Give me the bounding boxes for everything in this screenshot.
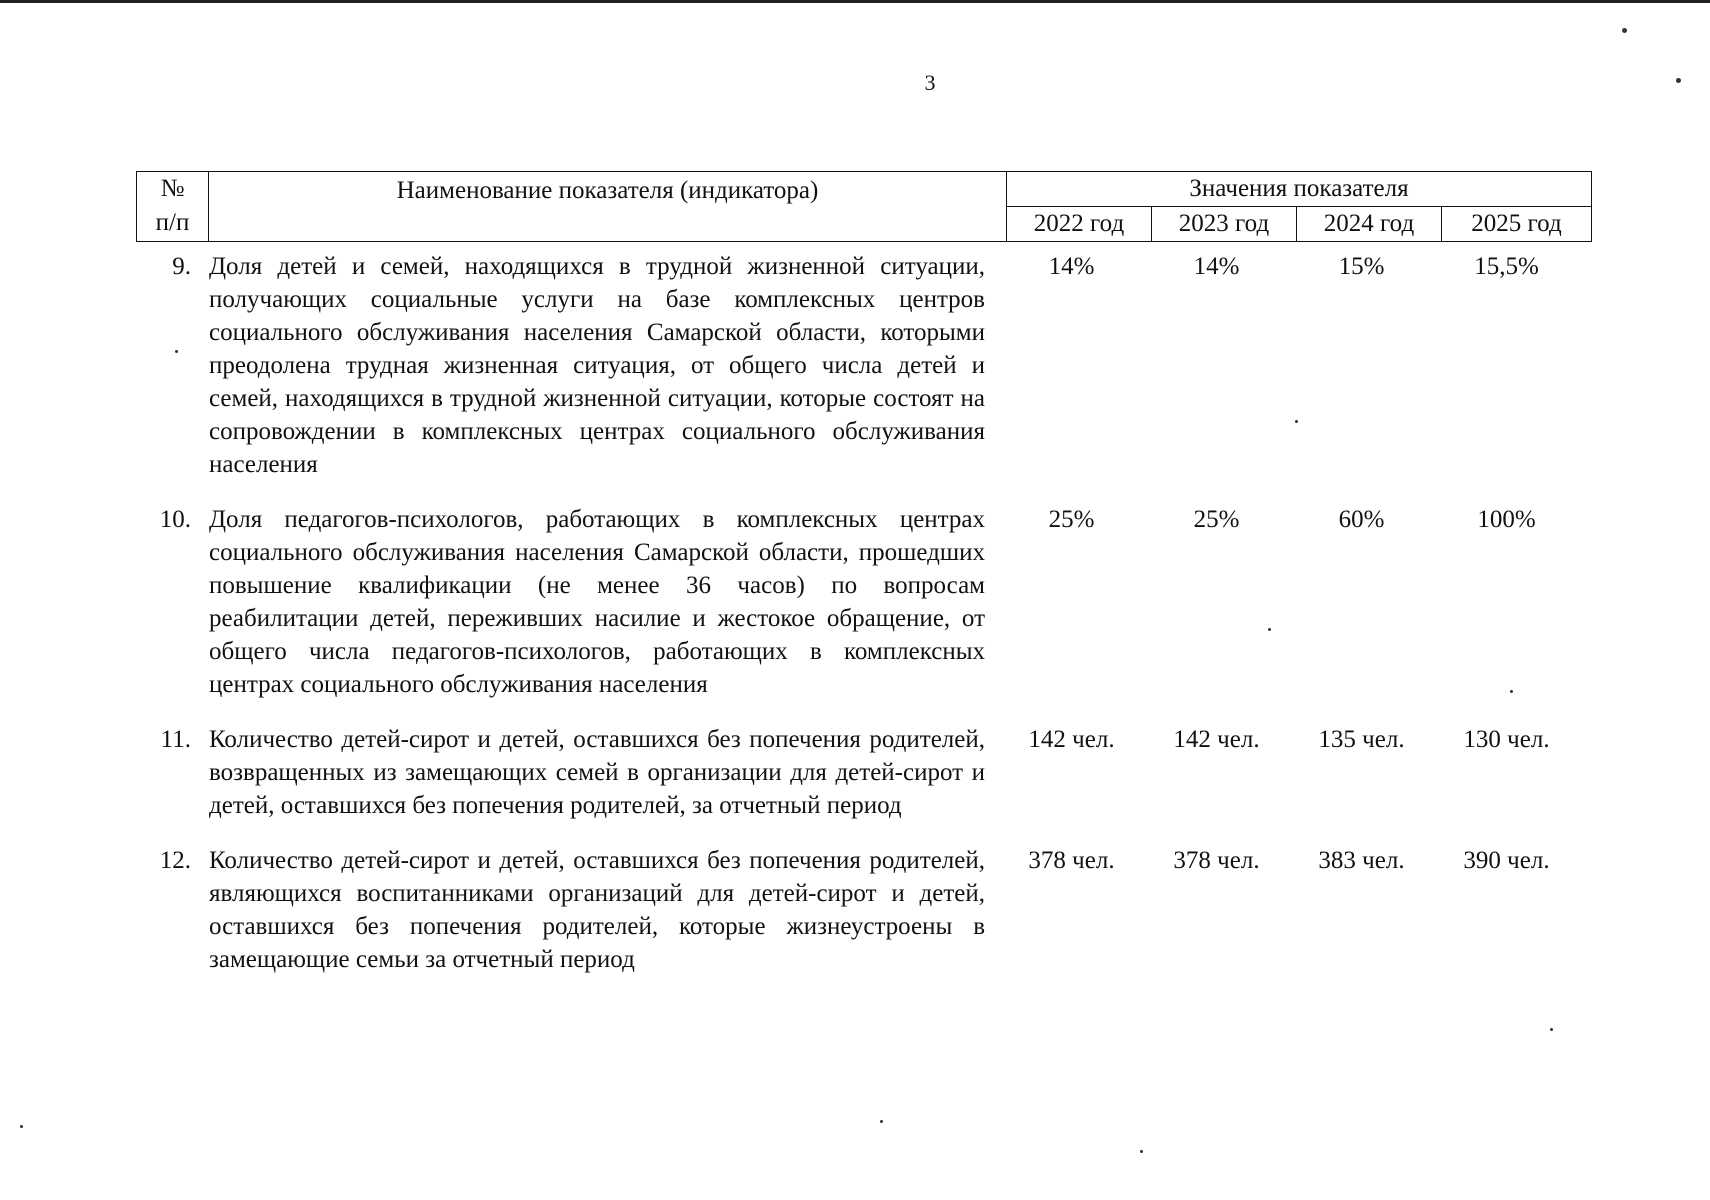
value-2022: 14% <box>1048 253 1095 280</box>
value-2025: 130 чел. <box>1463 726 1550 753</box>
table-row <box>136 844 1591 976</box>
row-number: 9. <box>172 253 191 280</box>
value-2023: 25% <box>1193 506 1240 533</box>
row-number: 12. <box>159 847 191 874</box>
value-2022: 378 чел. <box>1028 847 1115 874</box>
indicator-name: Доля детей и семей, находящихся в трудной жизненной ситуации, получающих социальные услуги на базе комплексных центров социального обслуживания населения Самарской области, которыми преодолена трудная жизненная ситуация, от общего числа детей и семей, находящихся в трудной жизненной ситуации, которые состоят на сопровождении в комплексных центрах социального обслуживания населения <box>209 253 985 478</box>
scan-speck <box>1622 28 1627 33</box>
page-number: 3 <box>924 70 936 95</box>
table-header <box>136 171 1592 242</box>
row-values <box>999 844 1579 877</box>
scan-speck <box>175 350 178 353</box>
row-number: 10. <box>159 506 191 533</box>
table-row <box>136 250 1591 481</box>
value-2022: 142 чел. <box>1028 726 1115 753</box>
header-year-2023: 2023 год <box>1152 207 1297 242</box>
table-row <box>136 503 1591 701</box>
value-2023: 378 чел. <box>1173 847 1260 874</box>
scan-speck <box>1510 690 1513 693</box>
indicator-name: Количество детей-сирот и детей, оставшихся без попечения родителей, возвращенных из замещающих семей в организации для детей-сирот и детей, оставшихся без попечения родителей, за отчетный период <box>209 726 985 819</box>
scan-speck <box>1140 1150 1143 1153</box>
value-2022: 25% <box>1048 506 1095 533</box>
indicator-name: Доля педагогов-психологов, работающих в комплексных центрах социального обслуживания населения Самарской области, прошедших повышение квалификации (не менее 36 часов) по вопросам реабилитации детей, переживших насилие и жестокое обращение, от общего числа педагогов-психологов, работающих в комплексных центрах социального обслуживания населения <box>209 506 985 698</box>
value-2024: 60% <box>1338 506 1385 533</box>
header-year-2022: 2022 год <box>1007 207 1152 242</box>
header-values-group: Значения показателя <box>1007 172 1592 207</box>
scan-speck <box>1550 1028 1553 1031</box>
row-values <box>999 723 1579 756</box>
scan-speck <box>1676 78 1681 83</box>
indicator-name: Количество детей-сирот и детей, оставшихся без попечения родителей, являющихся воспитанниками организаций для детей-сирот и детей, оставшихся без попечения родителей, которые жизнеустроены в замещающие семьи за отчетный период <box>209 847 985 973</box>
value-2024: 135 чел. <box>1318 726 1405 753</box>
value-2023: 142 чел. <box>1173 726 1260 753</box>
value-2023: 14% <box>1193 253 1240 280</box>
header-year-2025: 2025 год <box>1442 207 1592 242</box>
value-2025: 390 чел. <box>1463 847 1550 874</box>
scan-speck <box>1295 420 1298 423</box>
header-year-2024: 2024 год <box>1297 207 1442 242</box>
row-number: 11. <box>160 726 191 753</box>
scan-speck <box>20 1125 23 1128</box>
header-name-column: Наименование показателя (индикатора) <box>209 172 1007 242</box>
row-values <box>999 503 1579 536</box>
scan-edge-line <box>0 0 1710 3</box>
value-2024: 15% <box>1338 253 1385 280</box>
value-2025: 15,5% <box>1474 253 1539 280</box>
table-body <box>136 250 1591 976</box>
scan-speck <box>880 1120 883 1123</box>
table-row <box>136 723 1591 822</box>
value-2024: 383 чел. <box>1318 847 1405 874</box>
value-2025: 100% <box>1477 506 1536 533</box>
header-number-column: № п/п <box>137 172 209 242</box>
row-values <box>999 250 1579 283</box>
scan-speck <box>1268 628 1271 631</box>
